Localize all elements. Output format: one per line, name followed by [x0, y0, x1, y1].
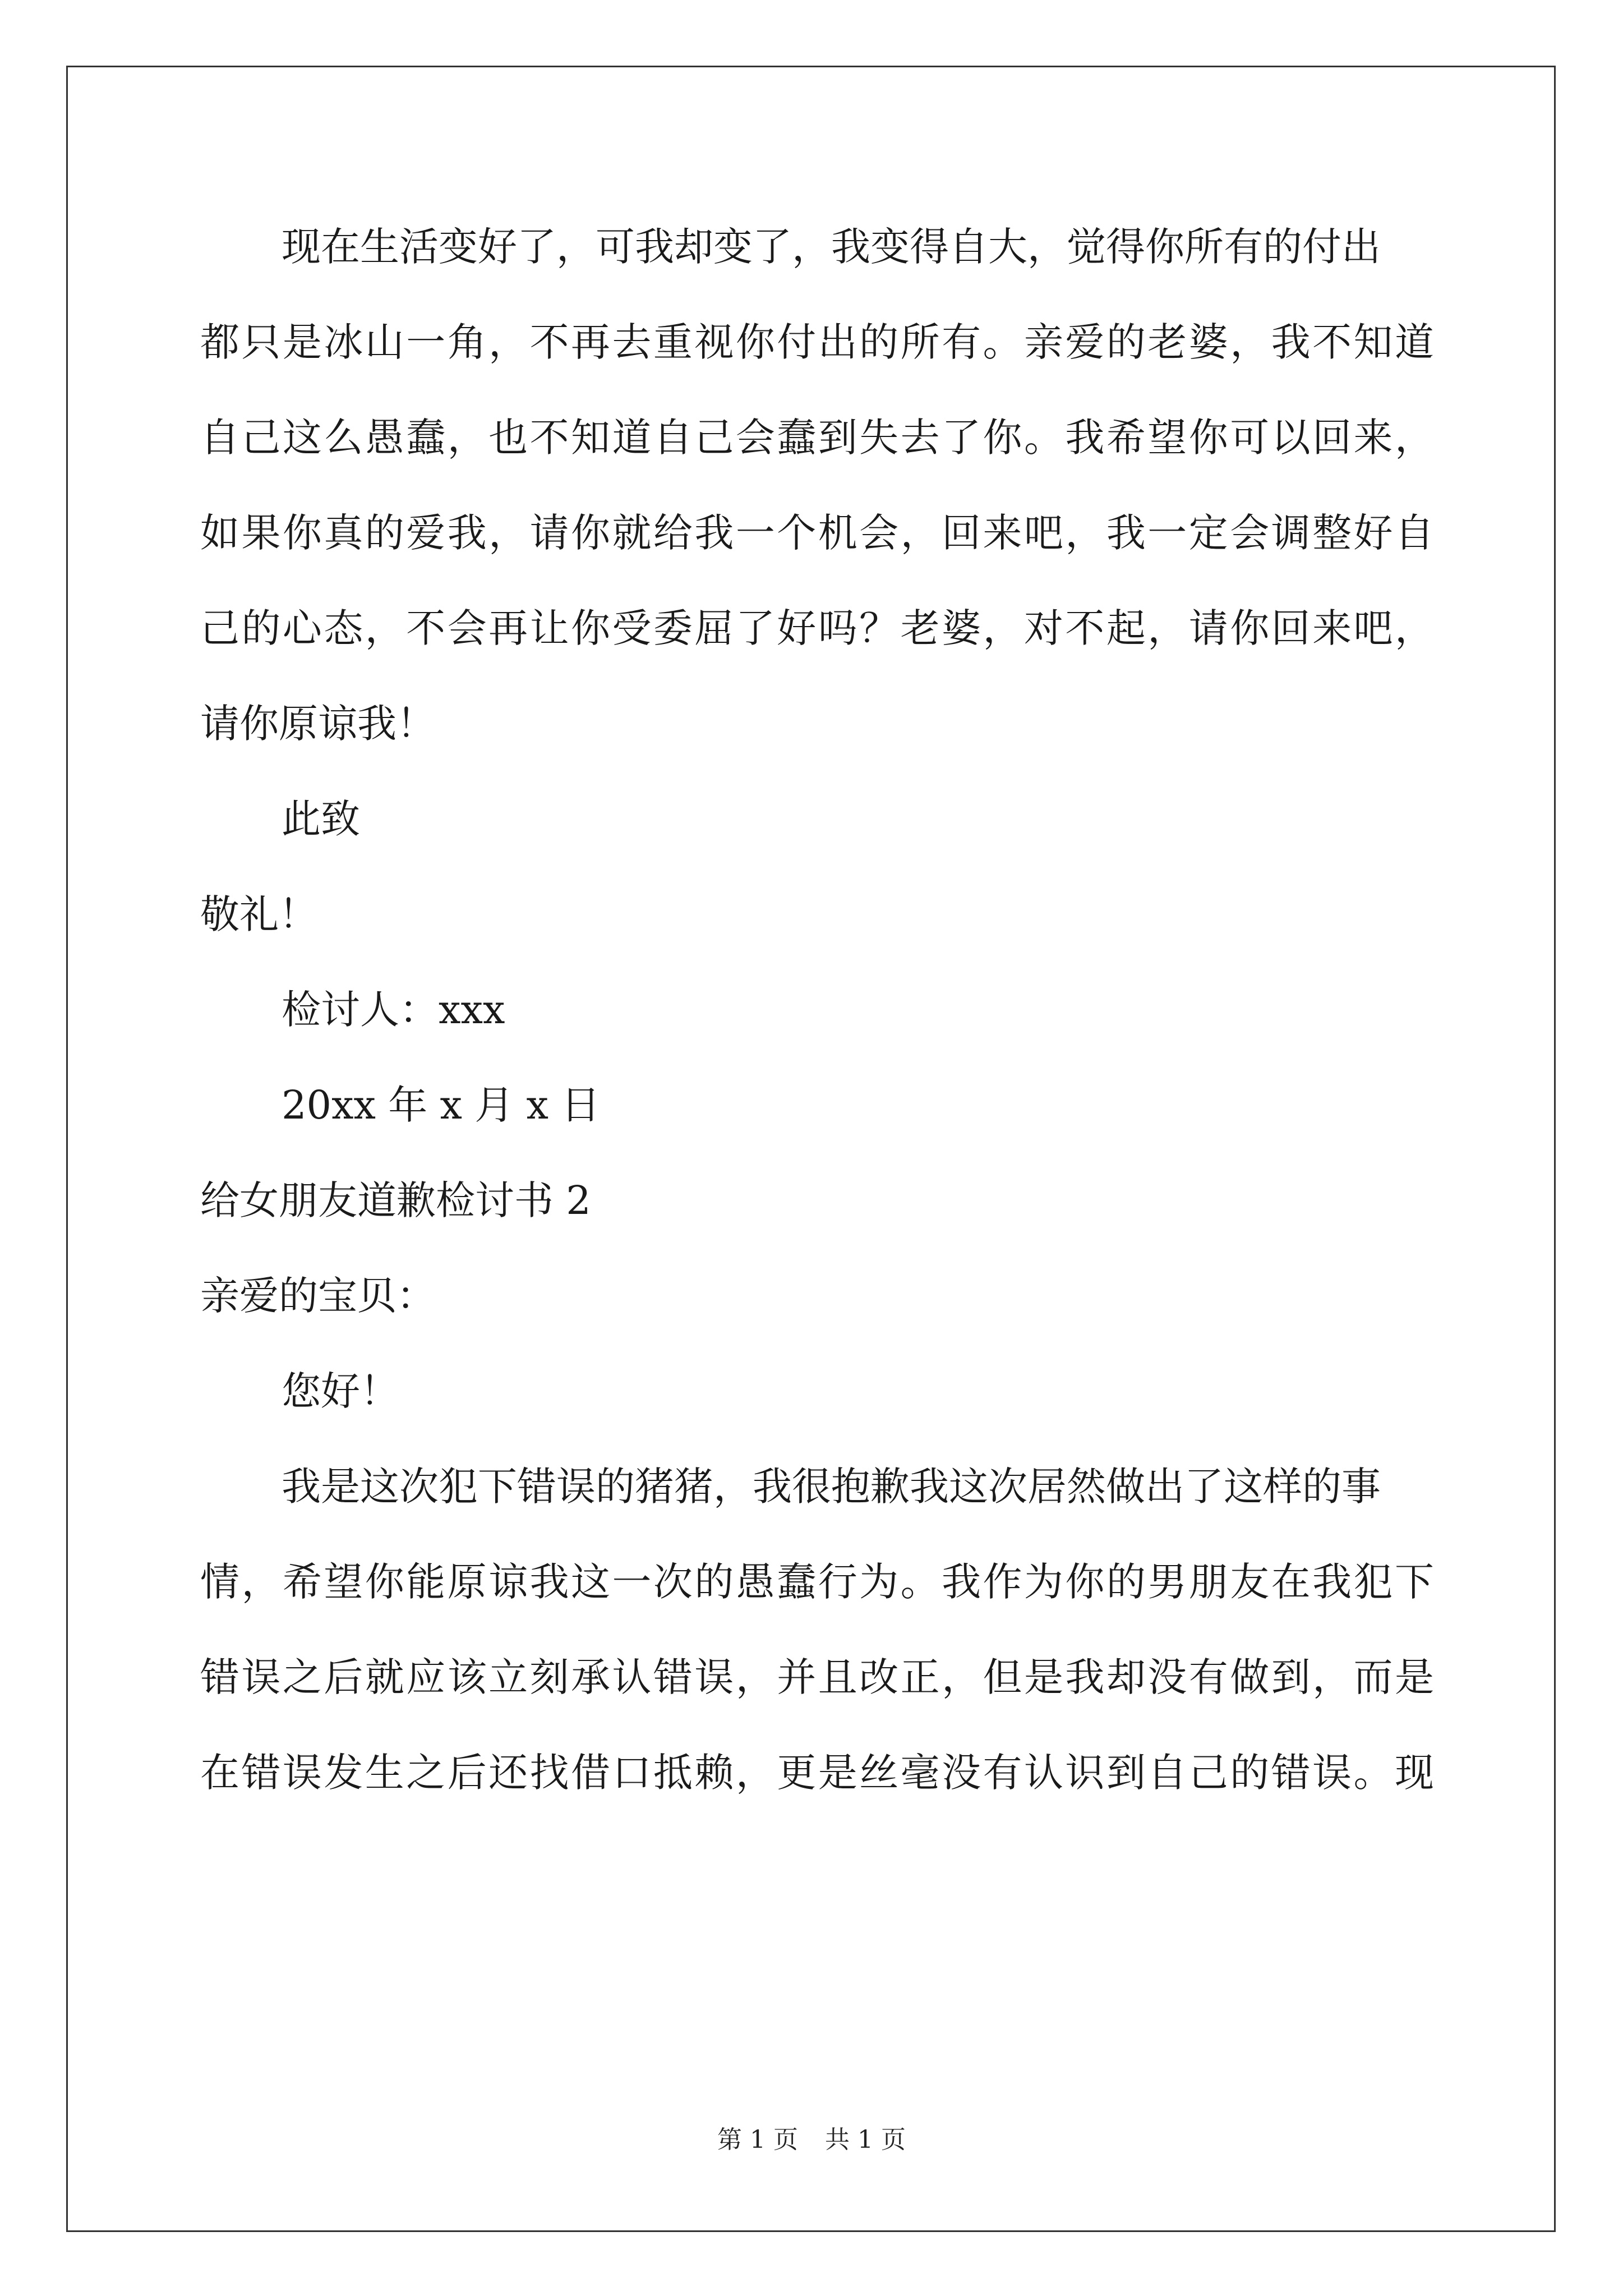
greeting-line: 亲爱的宝贝： [200, 1273, 436, 1319]
page-total: 共 1 页 [825, 2125, 906, 2154]
section-title: 给女朋友道歉检讨书 2 [200, 1177, 591, 1223]
page-border [66, 66, 1556, 2232]
paragraph-line: 都只是冰山一角，不再去重视你付出的所有。亲爱的老婆，我不知道 [200, 319, 1434, 365]
paragraph-line: 现在生活变好了，可我却变了，我变得自大，觉得你所有的付出 [282, 224, 1381, 270]
paragraph-line: 自己这么愚蠢，也不知道自己会蠢到失去了你。我希望你可以回来， [200, 415, 1434, 461]
page-number: 第 1 页 [717, 2125, 798, 2154]
paragraph-line: 我是这次犯下错误的猪猪，我很抱歉我这次居然做出了这样的事 [282, 1464, 1381, 1510]
paragraph-line: 己的心态，不会再让你受委屈了好吗？老婆，对不起，请你回来吧， [200, 605, 1434, 651]
paragraph-line: 情，希望你能原谅我这一次的愚蠢行为。我作为你的男朋友在我犯下 [200, 1559, 1434, 1605]
salutation-line: 敬礼！ [200, 891, 318, 937]
signature-line: 检讨人：xxx [282, 987, 505, 1033]
greeting-line: 您好！ [282, 1368, 399, 1414]
paragraph-line: 错误之后就应该立刻承认错误，并且改正，但是我却没有做到，而是 [200, 1654, 1434, 1700]
paragraph-line: 请你原谅我！ [200, 701, 436, 747]
salutation-line: 此致 [282, 796, 360, 842]
paragraph-line: 在错误发生之后还找借口抵赖，更是丝毫没有认识到自己的错误。现 [200, 1750, 1434, 1796]
paragraph-line: 如果你真的爱我，请你就给我一个机会，回来吧，我一定会调整好自 [200, 510, 1434, 556]
date-line: 20xx 年 x 月 x 日 [282, 1082, 601, 1128]
page-footer [0, 2123, 1623, 2157]
